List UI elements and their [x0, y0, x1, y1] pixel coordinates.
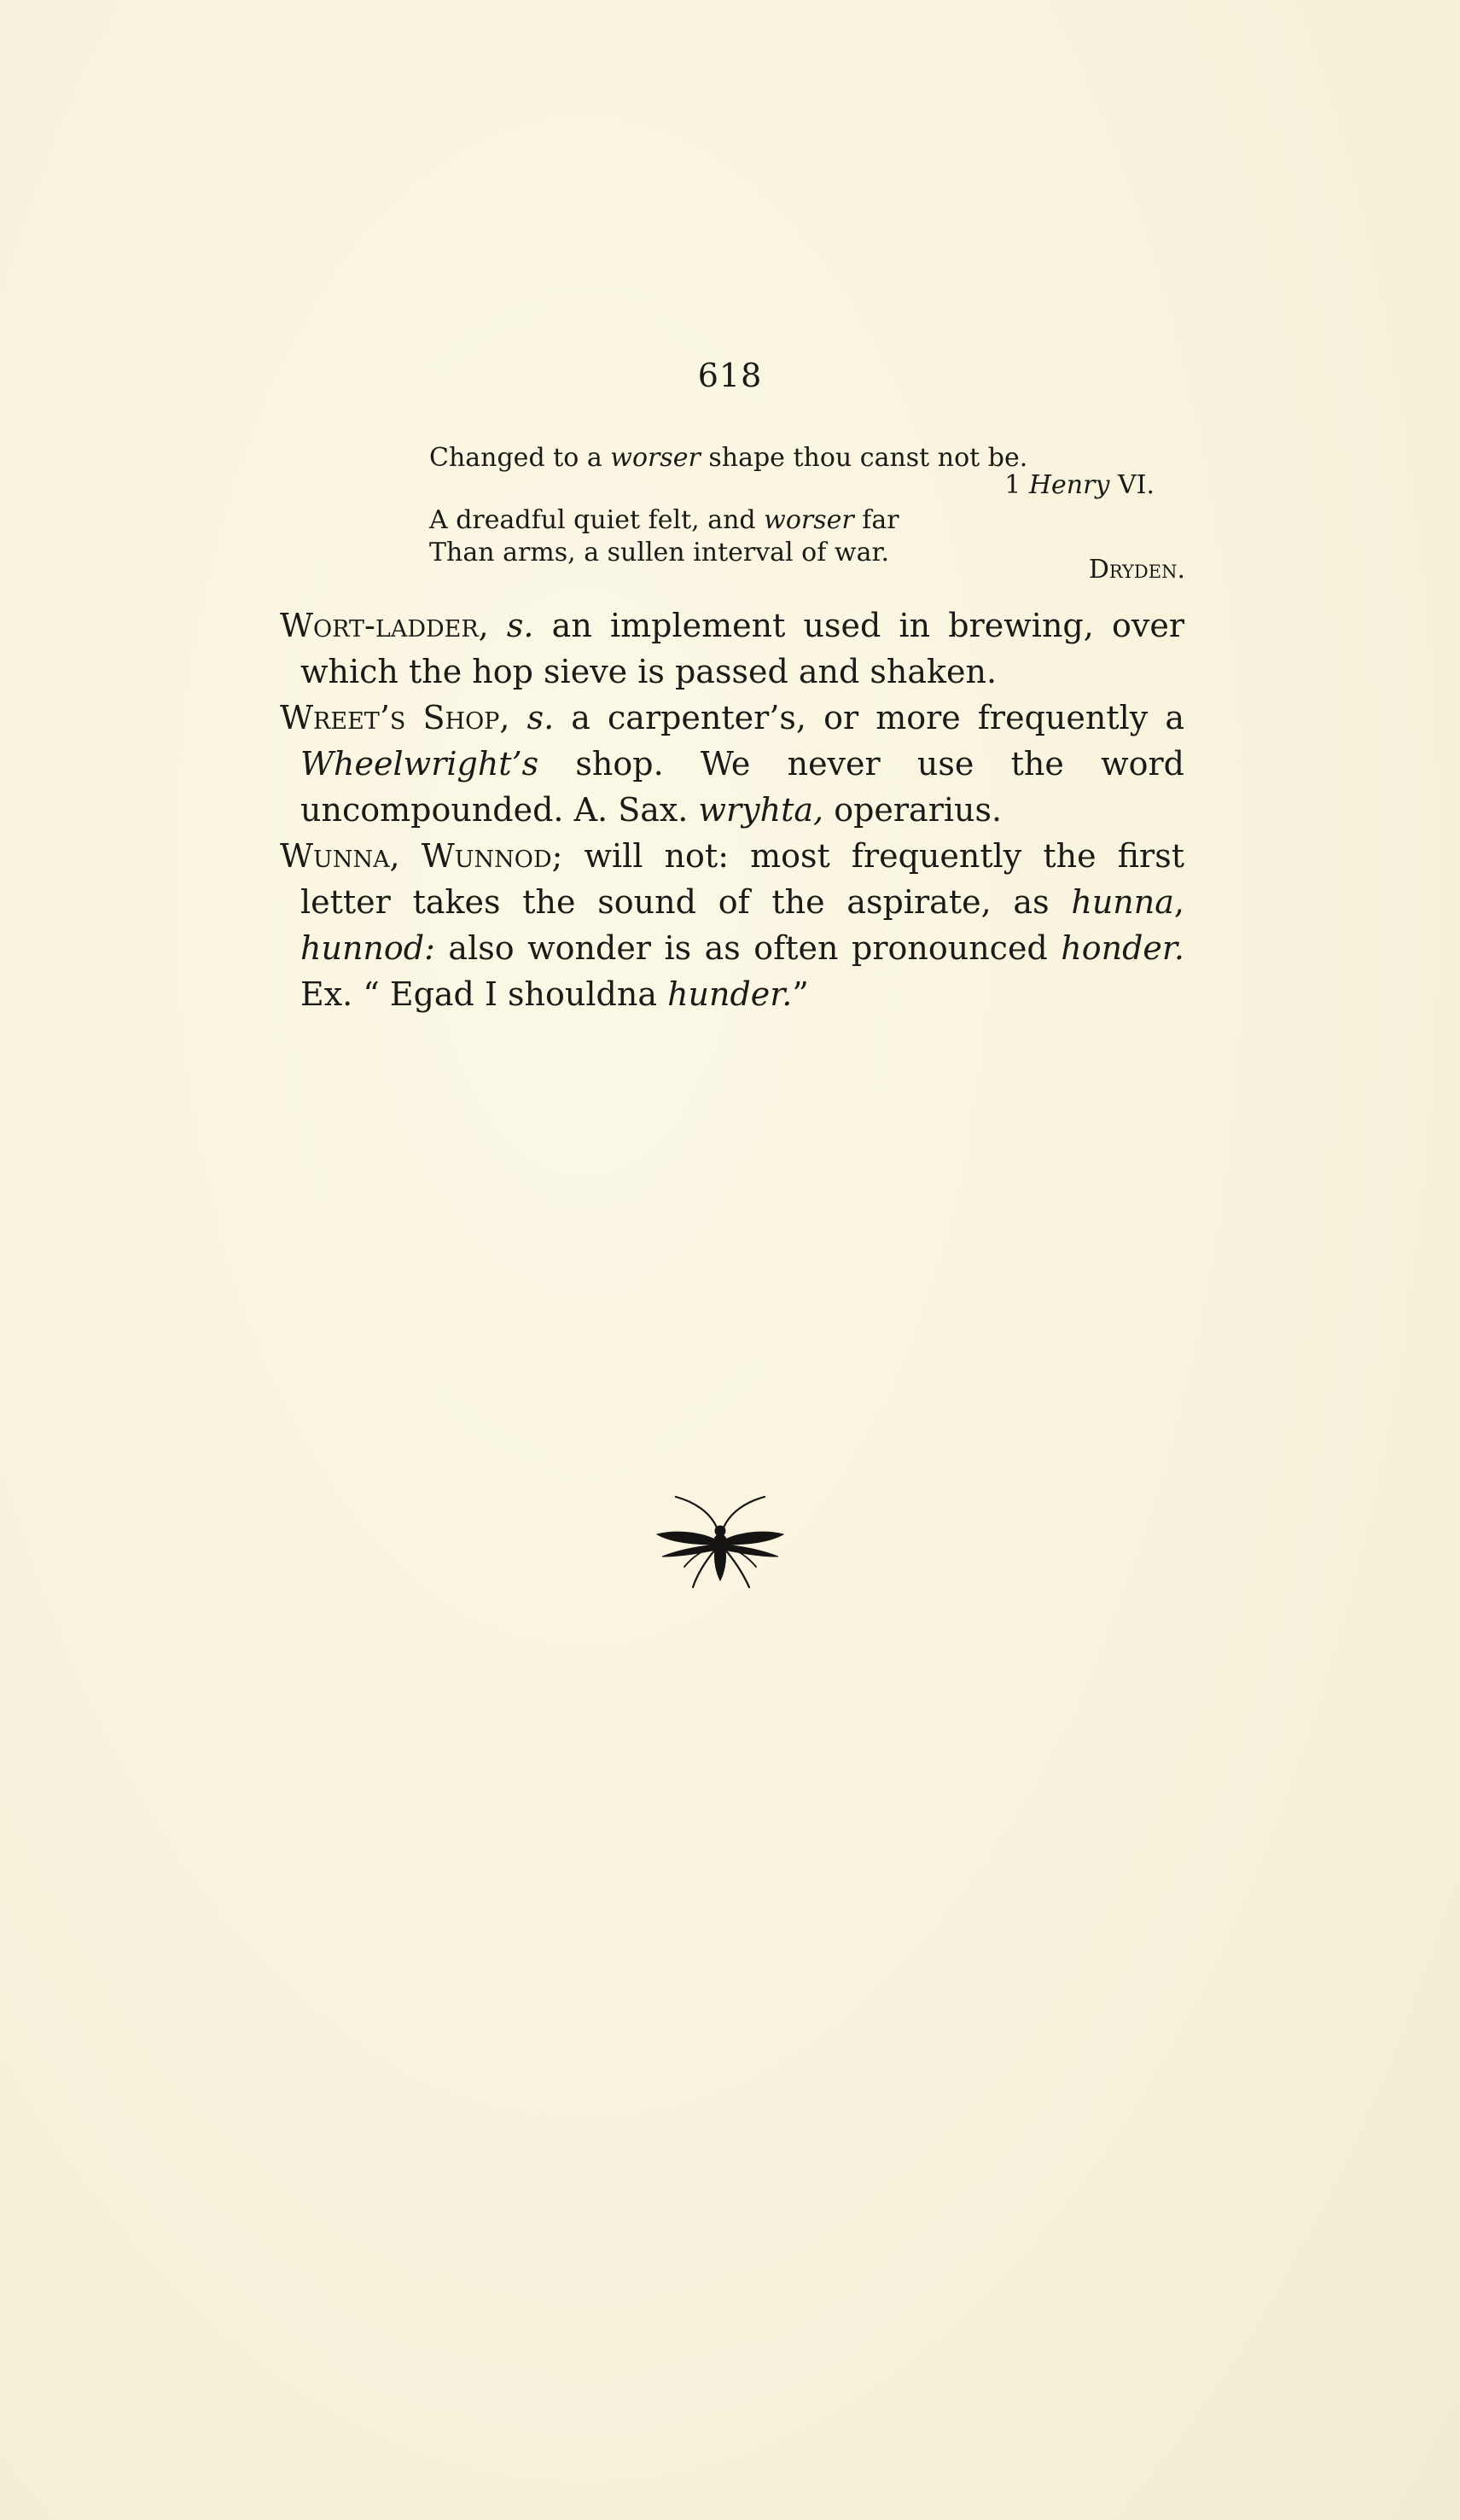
quote-source-2: Dryden. [1088, 555, 1185, 585]
entry-text: an implement used in brewing, over which the hop sieve is passed and shaken. [300, 607, 1184, 690]
entry-italic: Wheelwright’s [300, 745, 539, 783]
source-italic: Henry [1028, 470, 1110, 500]
quote-text: Changed to a [429, 443, 611, 473]
quote-line-2 [429, 503, 1163, 537]
entry-wunna [280, 833, 1184, 1017]
quote-text: far [853, 505, 899, 535]
entry-text: a carpenter’s, or more frequently a [554, 699, 1184, 736]
entry-text: ; will not: most frequently the first letter takes the sound of the aspirate, as [300, 837, 1184, 921]
quote-italic: worser [764, 505, 854, 535]
page-number: 618 [697, 357, 763, 394]
quote-source-1 [429, 468, 1155, 502]
winged-insect-icon [650, 1468, 787, 1604]
dictionary-entries [280, 602, 1184, 1017]
entry-text: , [499, 699, 527, 736]
headword: Wunna, Wunnod [280, 837, 552, 875]
entry-text: shop. We never use the word uncompounded. A. Sax. [300, 745, 1184, 829]
entry-text: Ex. “ Egad I shouldna [300, 975, 668, 1013]
entry-wort-ladder [280, 602, 1184, 695]
part-of-speech: s. [526, 699, 555, 736]
entry-italic: hunnod: [300, 929, 435, 967]
source-text: 1 [1004, 470, 1029, 500]
source-text: VI. [1109, 470, 1155, 500]
part-of-speech: s. [506, 607, 534, 644]
entry-text: operarius. [823, 791, 1003, 829]
quote-text: A dreadful quiet felt, and [429, 505, 765, 535]
entry-text: also wonder is as often pronounced [434, 929, 1062, 967]
entry-text: , [1173, 883, 1184, 921]
entry-italic: hunder. [667, 975, 793, 1013]
entry-italic: honder. [1061, 929, 1184, 967]
headword: Wreet’s Shop [280, 699, 500, 736]
headword: Wort-ladder [280, 607, 479, 644]
quote-text: Than arms, a sullen interval of war. [429, 538, 890, 567]
entry-text: ” [792, 975, 809, 1013]
entry-wreets-shop [280, 695, 1184, 833]
quote-italic: worser [610, 443, 701, 473]
entry-italic: hunna [1071, 883, 1174, 921]
quote-text: shape thou canst not be. [700, 443, 1028, 473]
entry-italic: wryhta, [698, 791, 824, 829]
entry-text: , [478, 607, 507, 644]
